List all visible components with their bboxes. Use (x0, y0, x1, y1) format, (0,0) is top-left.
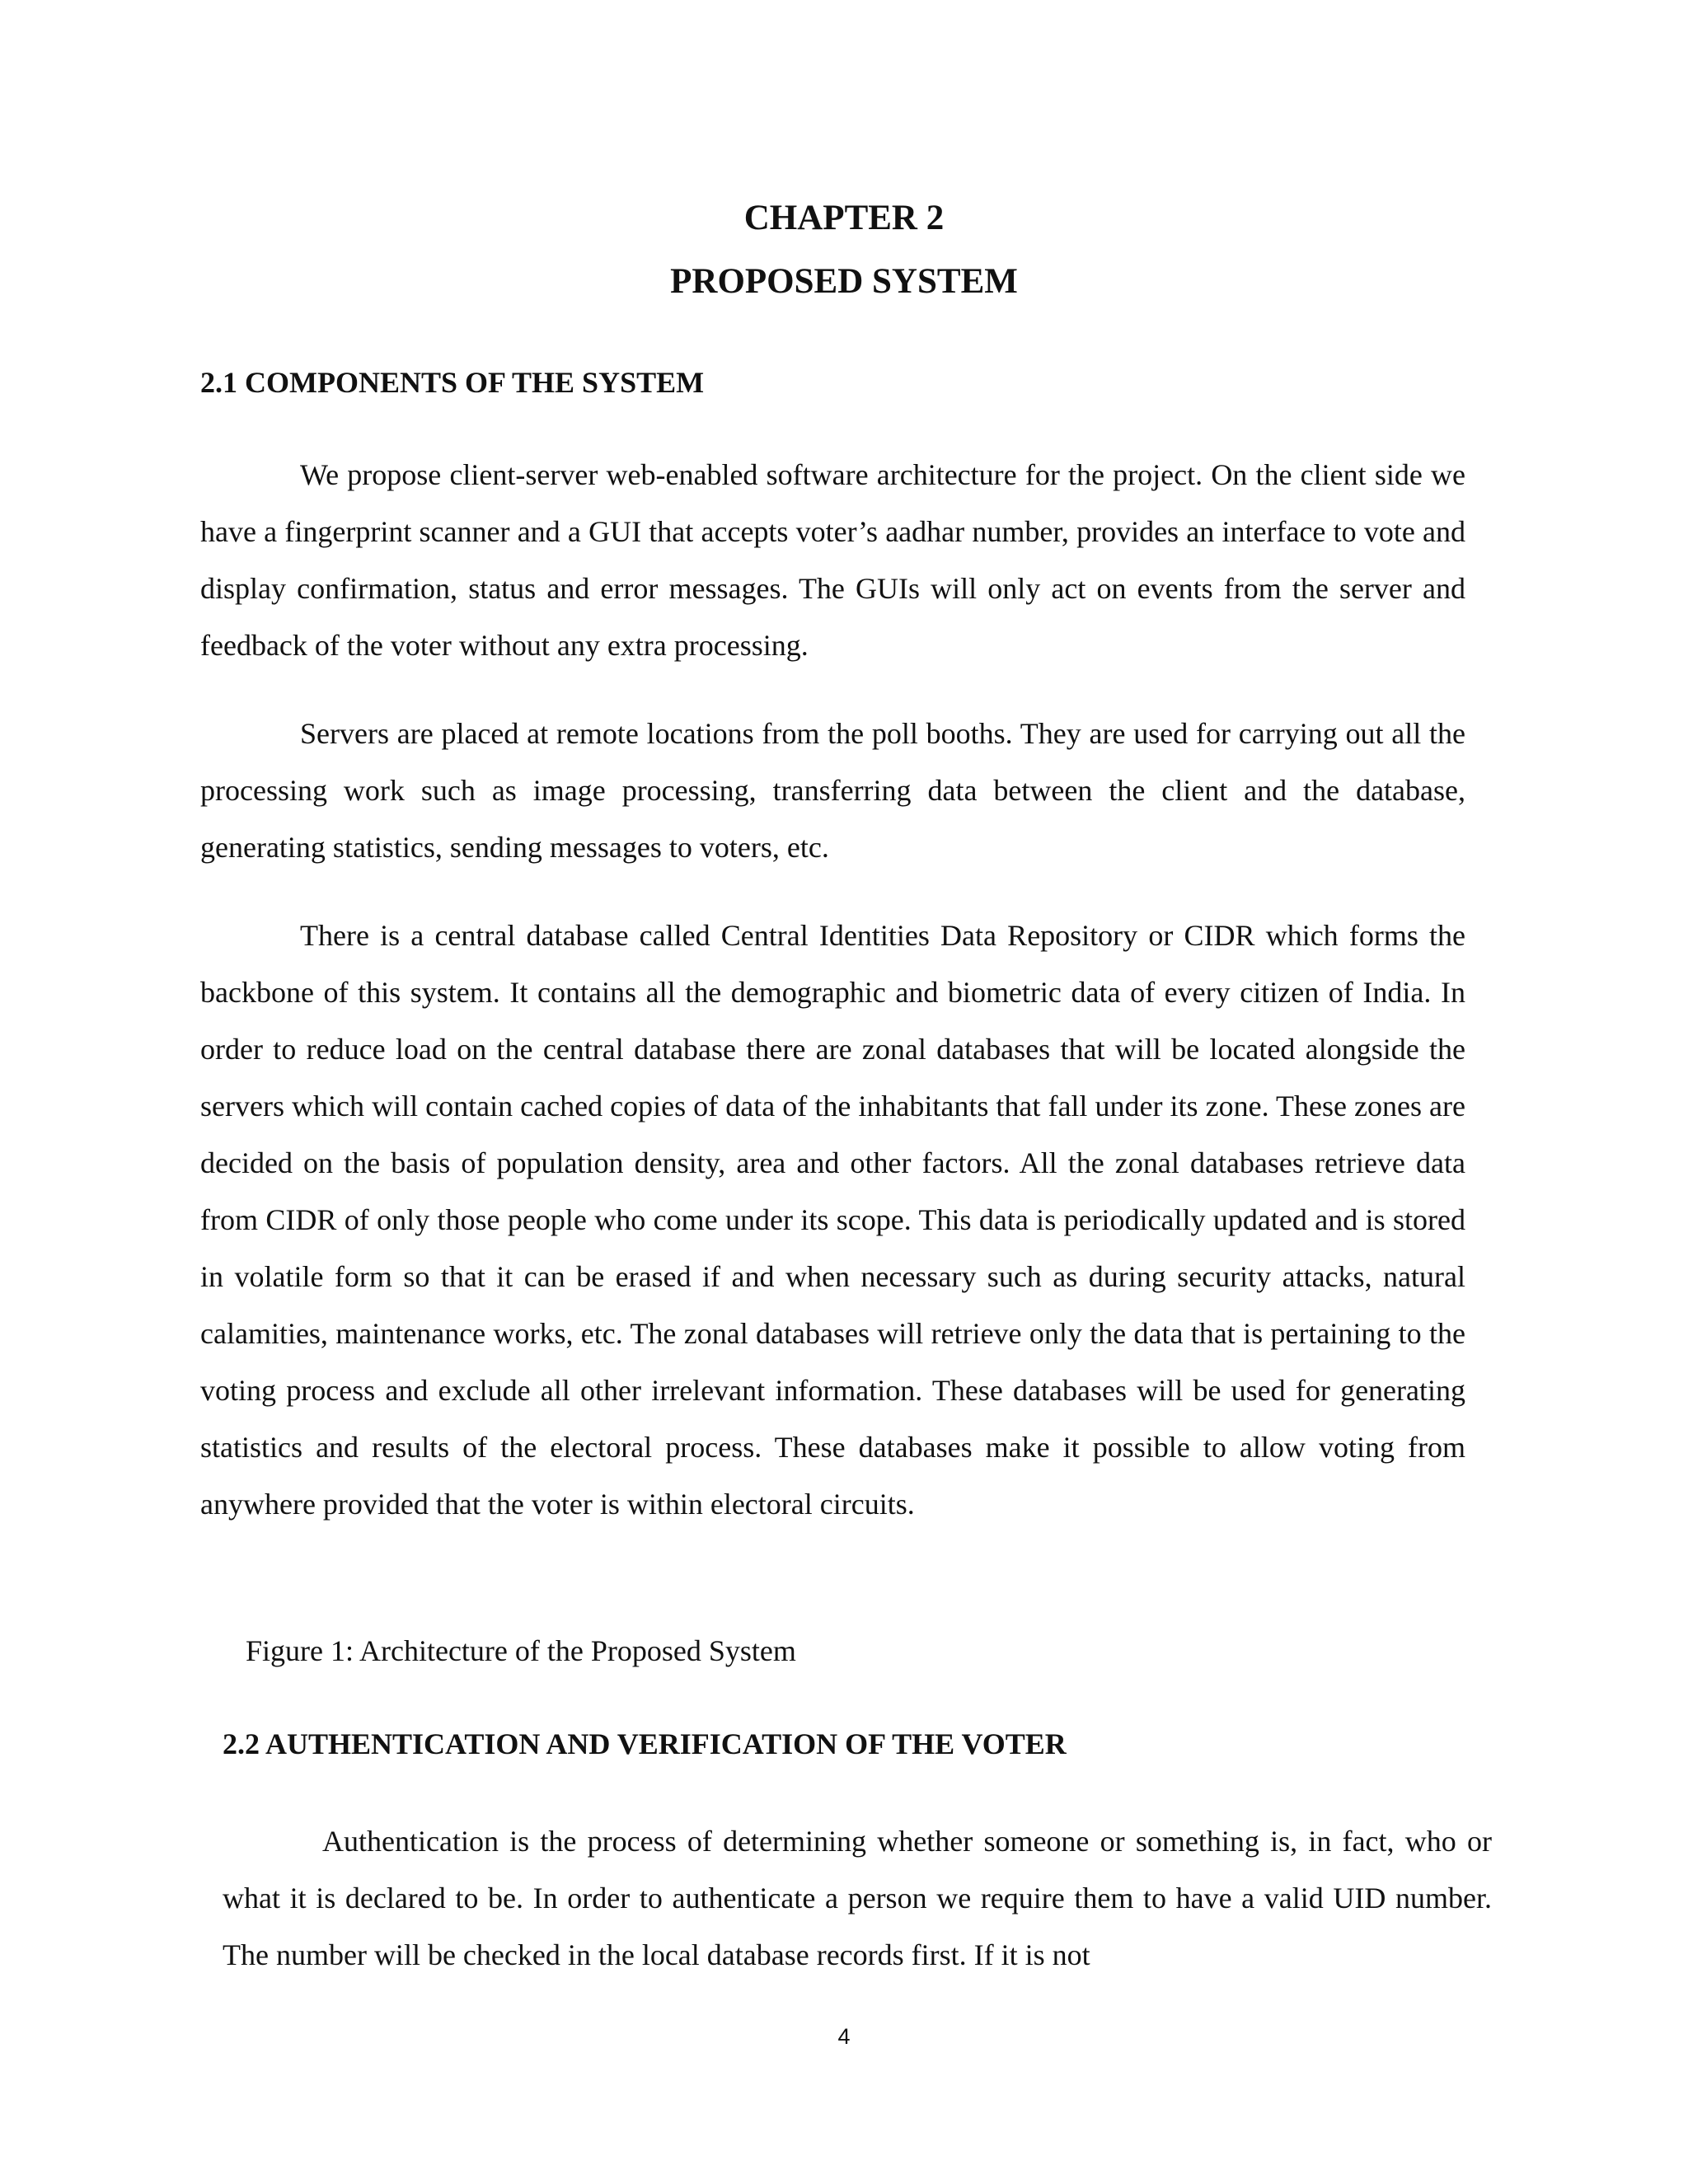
section-heading-authentication: 2.2 AUTHENTICATION AND VERIFICATION OF THE VOTER (223, 1727, 1067, 1760)
paragraph-central-database: There is a central database called Central Identities Data Repository or CIDR which forms the backbone of this system. It contains all the demographic and biometric data of every citizen of India. In order to reduce load on the central database there are zonal databases that will be located alongside the servers which will contain cached copies of data of the inhabitants that fall under its zone. These zones are decided on the basis of population density, area and other factors. All the zonal databases retrieve data from CIDR of only those people who come under its scope. This data is periodically updated and is stored in volatile form so that it can be erased if and when necessary such as during security attacks, natural calamities, maintenance works, etc. The zonal databases will retrieve only the data that is pertaining to the voting process and exclude all other irrelevant information. These databases will be used for generating statistics and results of the electoral process. These databases make it possible to allow voting from anywhere provided that the voter is within electoral circuits. (200, 919, 1465, 1521)
paragraph-client-server: We propose client-server web-enabled software architecture for the project. On the client side we have a fingerprint scanner and a GUI that accepts voter’s aadhar number, provides an interface to vote and display confirmation, status and error messages. The GUIs will only act on events from the server and feedback of the voter without any extra processing. (200, 458, 1465, 662)
chapter-title: PROPOSED SYSTEM (670, 262, 1018, 301)
chapter-number: CHAPTER 2 (743, 199, 945, 237)
paragraph-servers: Servers are placed at remote locations from the poll booths. They are used for carrying out all the processing work such as image processing, transferring data between the client and the database, generating statistics, sending messages to voters, etc. (200, 717, 1465, 864)
page-number: 4 (837, 2024, 851, 2049)
section-heading-components: 2.1 COMPONENTS OF THE SYSTEM (200, 366, 705, 399)
figure-caption: Figure 1: Architecture of the Proposed System (246, 1634, 796, 1667)
paragraph-authentication: Authentication is the process of determining whether someone or something is, in fact, who or what it is declared to be. In order to authenticate a person we require them to have a valid UID number. The number will be checked in the local database records first. If it is not (223, 1825, 1492, 1971)
